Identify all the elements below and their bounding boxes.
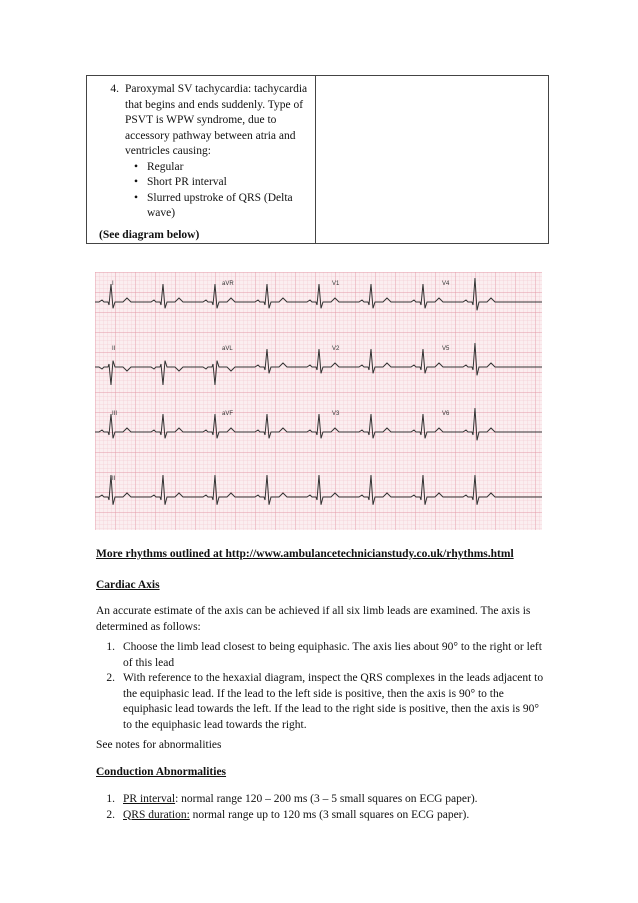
ecg-lead-label: III: [112, 411, 118, 417]
conduction-heading: Conduction Abnormalities: [96, 766, 227, 778]
list-item: 1. Choose the limb lead closest to being equiphasic. The axis lies about 90° to the right or left of this lead: [106, 641, 542, 669]
table-left-cell: [93, 82, 311, 241]
item-description: Paroxymal SV tachycardia: tachycardia that begins and ends suddenly. Type of PSVT is WPW syndrome, due to accessory pathway between atria and ventricles causing:: [125, 83, 308, 157]
list-item: • Regular: [125, 160, 311, 176]
axis-steps-list: [86, 640, 546, 733]
ecg-lead-label: aVL: [222, 346, 233, 352]
bullet-list: [125, 160, 311, 222]
bullet-icon: •: [133, 160, 139, 173]
ecg-lead-label: V1: [332, 281, 340, 287]
list-item: • Slurred upstroke of QRS (Delta wave): [125, 191, 311, 222]
list-item: 2. QRS duration: normal range up to 120 ms (3 small squares on ECG paper).: [106, 808, 470, 821]
list-item: 2. With reference to the hexaxial diagram, inspect the QRS complexes in the leads adjacent to the equiphasic lead. If the lead to the left side is positive, then the axis is 90° to the equiphasic lead towards the left. If the lead to the right side is positive, then the axis is 90° to the equiphasic lead towards the right.: [106, 672, 544, 731]
conduction-list: [86, 792, 546, 823]
bullet-icon: •: [133, 191, 139, 204]
ecg-lead-label: V2: [332, 346, 340, 352]
ecg-lead-label: V5: [442, 346, 450, 352]
bullet-icon: •: [133, 176, 139, 188]
ecg-lead-label: V6: [442, 411, 450, 417]
ecg-lead-label: aVF: [222, 411, 234, 417]
more-rhythms-link[interactable]: More rhythms outlined at http://www.ambulancetechnicianstudy.co.uk/rhythms.html: [96, 548, 514, 560]
pr-interval-term: PR interval: [123, 793, 176, 805]
ecg-lead-label: aVR: [222, 281, 234, 287]
content-table: [86, 75, 549, 244]
item-number: 4.: [110, 83, 119, 95]
ecg-lead-label: II: [112, 476, 116, 482]
ecg-lead-label: V3: [332, 411, 340, 417]
ecg-lead-label: I: [112, 281, 114, 287]
ecg-lead-label: V4: [442, 281, 450, 287]
see-notes: See notes for abnormalities: [96, 739, 222, 751]
ecg-lead-label: II: [112, 346, 116, 352]
list-item: • Short PR interval: [125, 175, 311, 191]
qrs-duration-term: QRS duration:: [123, 808, 190, 821]
cardiac-axis-intro: An accurate estimate of the axis can be achieved if all six limb leads are examined. The axis is determined as follows:: [96, 605, 531, 633]
table-divider: [315, 76, 316, 243]
list-item: 1. PR interval: normal range 120 – 200 ms (3 – 5 small squares on ECG paper).: [106, 793, 478, 805]
cardiac-axis-heading: Cardiac Axis: [96, 579, 160, 591]
ecg-strip-image: [95, 272, 542, 530]
numbered-item: [93, 82, 311, 222]
see-diagram-note: (See diagram below): [99, 229, 200, 241]
